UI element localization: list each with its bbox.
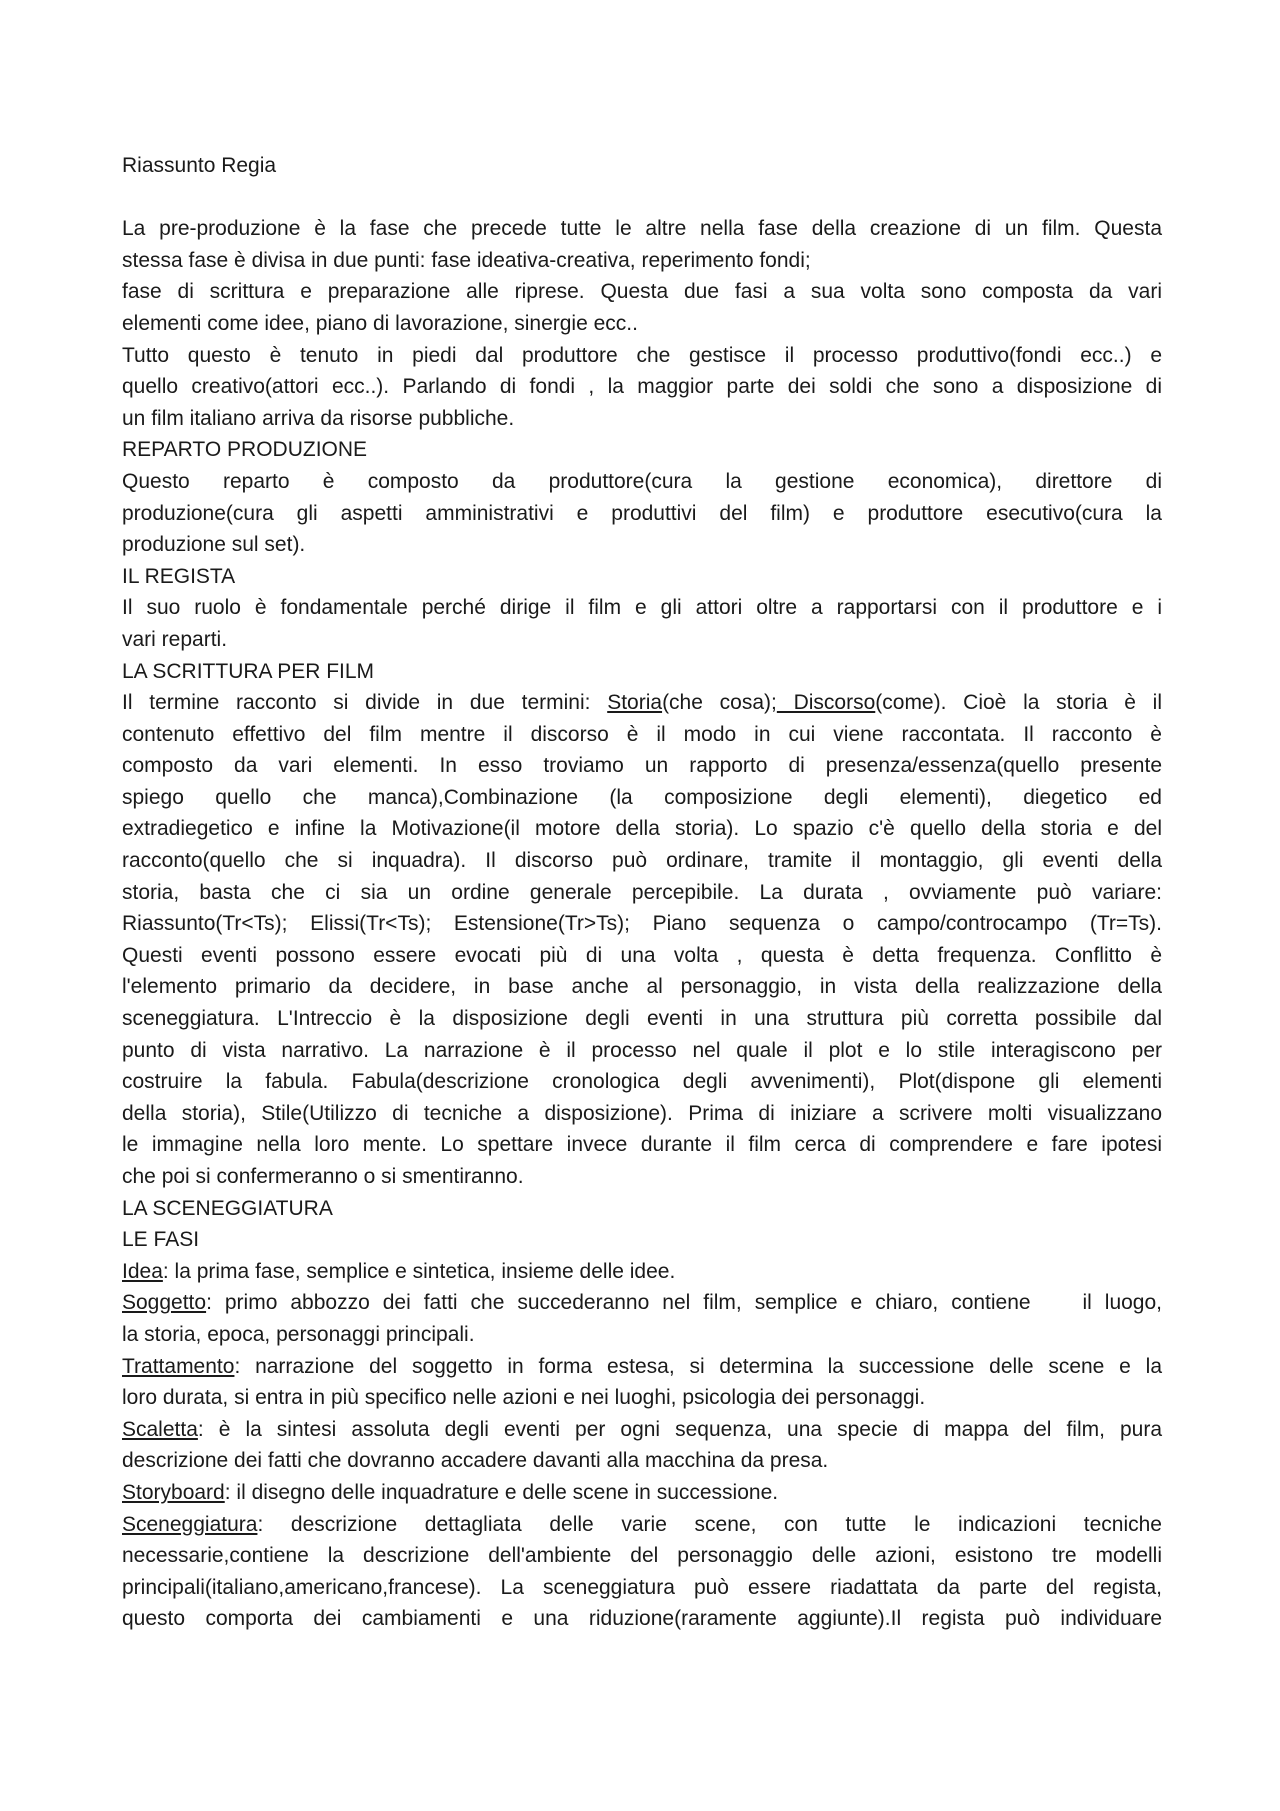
text-line: loro durata, si entra in più specifico nelle azioni e nei luoghi, psicologia dei personaggi.	[122, 1386, 926, 1410]
text-line: extradiegetico e infine la Motivazione(il motore della storia). Lo spazio c'è quello della storia e del	[122, 817, 1162, 841]
text-line: della storia), Stile(Utilizzo di tecniche a disposizione). Prima di iniziare a scrivere molti visualizzano	[122, 1101, 1162, 1125]
term-idea: Idea	[122, 1259, 163, 1283]
text-line: stessa fase è divisa in due punti: fase ideativa-creativa, reperimento fondi;	[122, 248, 811, 272]
phase-sceneggiatura	[122, 1509, 1162, 1541]
text-line: produzione sul set).	[122, 533, 306, 557]
text-line: costruire la fabula. Fabula(descrizione cronologica degli avvenimenti), Plot(dispone gli elementi	[122, 1070, 1162, 1094]
text-line: fase di scrittura e preparazione alle riprese. Questa due fasi a sua volta sono composta da vari	[122, 280, 1162, 304]
text-span: (come). Cioè la storia è il	[875, 691, 1162, 715]
text-span: Il termine racconto si divide in due termini:	[122, 691, 608, 715]
text-line: Questo reparto è composto da produttore(cura la gestione economica), direttore di	[122, 469, 1162, 493]
phase-scaletta	[122, 1414, 1162, 1446]
text-span: : narrazione del soggetto in forma estesa, si determina la successione delle scene e la	[234, 1354, 1162, 1378]
term-storyboard: Storyboard	[122, 1480, 225, 1504]
text-span: : è la sintesi assoluta degli eventi per ogni sequenza, una specie di mappa del film, pura	[197, 1417, 1162, 1441]
text-line: un film italiano arriva da risorse pubbliche.	[122, 406, 515, 430]
regista-section	[122, 561, 1162, 656]
term-discorso: Discorso	[776, 691, 876, 715]
text-span: (che cosa);	[662, 691, 777, 715]
text-line: storia, basta che ci sia un ordine generale percepibile. La durata , ovviamente può variare:	[122, 880, 1162, 904]
text-span: : descrizione dettagliata delle varie scene, con tutte le indicazioni tecniche	[257, 1512, 1162, 1536]
section-heading: LA SCRITTURA PER FILM	[122, 659, 375, 683]
document-page	[122, 150, 1162, 1635]
text-line: punto di vista narrativo. La narrazione è il processo nel quale il plot e lo stile interagiscono per	[122, 1038, 1162, 1062]
text-line: descrizione dei fatti che dovranno accadere davanti alla macchina da presa.	[122, 1449, 829, 1473]
text-line: composto da vari elementi. In esso troviamo un rapporto di presenza/essenza(quello presente	[122, 754, 1162, 778]
term-scaletta: Scaletta	[122, 1417, 198, 1441]
text-line: contenuto effettivo del film mentre il discorso è il modo in cui viene raccontata. Il racconto è	[122, 722, 1162, 746]
text-line: Riassunto(Tr<Ts); Elissi(Tr<Ts); Estensione(Tr>Ts); Piano sequenza o campo/controcampo (Tr=Ts).	[122, 912, 1162, 936]
produzione-section	[122, 434, 1162, 560]
text-span: : il disegno delle inquadrature e delle scene in successione.	[224, 1480, 779, 1504]
text-line	[122, 687, 1162, 719]
scrittura-section	[122, 656, 1162, 1193]
phase-storyboard	[122, 1477, 1162, 1509]
text-line: che poi si confermeranno o si smentiranno.	[122, 1165, 524, 1188]
text-line: l'elemento primario da decidere, in base anche al personaggio, in vista della realizzazione della	[122, 975, 1162, 999]
sceneggiatura-section	[122, 1193, 1162, 1635]
document-title: Riassunto Regia	[122, 154, 277, 177]
text-line: La pre-produzione è la fase che precede tutte le altre nella fase della creazione di un film. Questa	[122, 217, 1162, 241]
text-line: spiego quello che manca),Combinazione (la composizione degli elementi), diegetico ed	[122, 785, 1162, 809]
text-line: quello creativo(attori ecc..). Parlando di fondi , la maggior parte dei soldi che sono a disposizione di	[122, 375, 1162, 399]
text-line: elementi come idee, piano di lavorazione, sinergie ecc..	[122, 311, 638, 335]
text-line: questo comporta dei cambiamenti e una riduzione(raramente aggiunte).Il regista può individuare	[122, 1607, 1162, 1631]
text-span: : primo abbozzo dei fatti che succederanno nel film, semplice e chiaro, contiene il luogo,	[206, 1291, 1162, 1315]
text-line: principali(italiano,americano,francese). La sceneggiatura può essere riadattata da parte del regista,	[122, 1575, 1162, 1599]
section-heading: IL REGISTA	[122, 564, 236, 588]
text-line: Questi eventi possono essere evocati più di una volta , questa è detta frequenza. Conflitto è	[122, 943, 1162, 967]
term-storia: Storia	[607, 691, 663, 715]
intro-section	[122, 213, 1162, 434]
text-line: Il suo ruolo è fondamentale perché dirige il film e gli attori oltre a rapportarsi con il produttore e i	[122, 596, 1162, 620]
text-line: sceneggiatura. L'Intreccio è la disposizione degli eventi in una struttura più corretta possibile dal	[122, 1007, 1162, 1031]
section-subheading: LE FASI	[122, 1228, 200, 1252]
phase-idea	[122, 1256, 1162, 1288]
text-line: produzione(cura gli aspetti amministrativi e produttivi del film) e produttore esecutivo(cura la	[122, 501, 1162, 525]
text-line: necessarie,contiene la descrizione dell'ambiente del personaggio delle azioni, esistono tre modelli	[122, 1544, 1162, 1568]
term-sceneggiatura: Sceneggiatura	[122, 1512, 258, 1536]
term-trattamento: Trattamento	[122, 1354, 235, 1378]
text-line: racconto(quello che si inquadra). Il discorso può ordinare, tramite il montaggio, gli eventi della	[122, 849, 1162, 873]
phase-soggetto	[122, 1287, 1162, 1319]
text-line: le immagine nella loro mente. Lo spettare invece durante il film cerca di comprendere e fare ipotesi	[122, 1133, 1162, 1157]
text-span: : la prima fase, semplice e sintetica, insieme delle idee.	[162, 1259, 676, 1283]
text-line: vari reparti.	[122, 627, 228, 651]
section-heading: REPARTO PRODUZIONE	[122, 438, 368, 462]
term-soggetto: Soggetto	[122, 1291, 207, 1315]
text-line: Tutto questo è tenuto in piedi dal produttore che gestisce il processo produttivo(fondi ecc..) e	[122, 343, 1162, 367]
phase-trattamento	[122, 1351, 1162, 1383]
text-line: la storia, epoca, personaggi principali.	[122, 1322, 475, 1346]
section-heading: LA SCENEGGIATURA	[122, 1196, 333, 1220]
